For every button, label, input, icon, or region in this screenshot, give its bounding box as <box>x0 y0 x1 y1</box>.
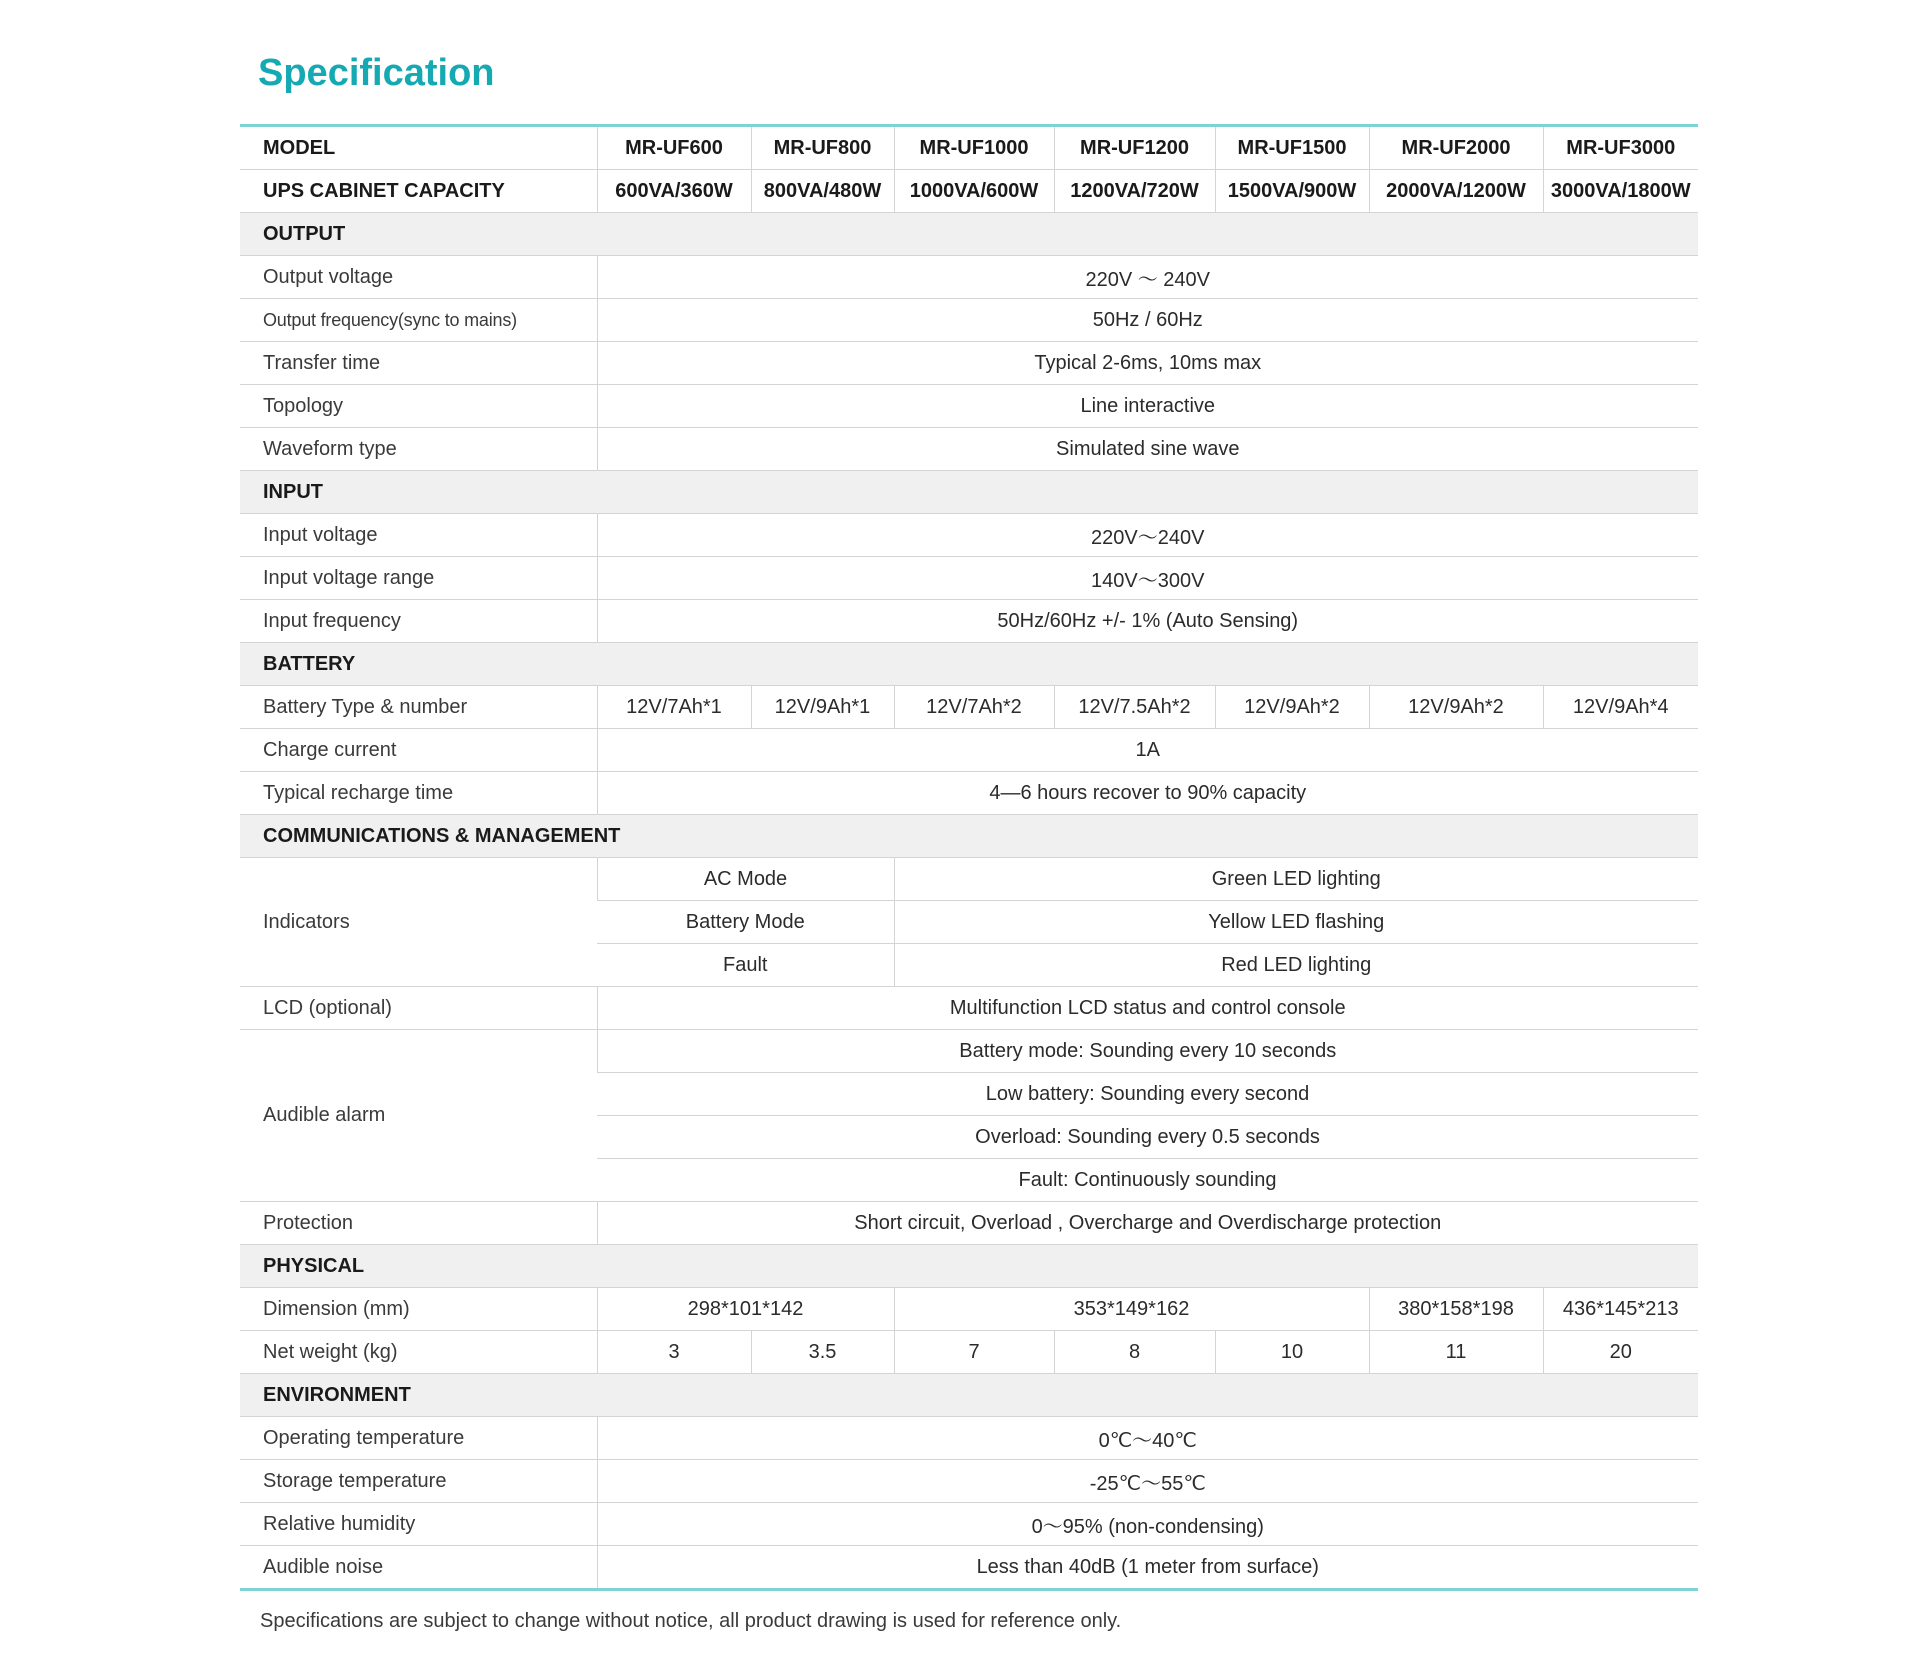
row-label: Storage temperature <box>240 1460 597 1503</box>
dimension-cell: 436*145*213 <box>1543 1288 1698 1331</box>
footnote: Specifications are subject to change without notice, all product drawing is used for reference only. <box>260 1610 1122 1632</box>
row-label: Waveform type <box>240 428 597 471</box>
battery-cell: 12V/9Ah*2 <box>1215 686 1369 729</box>
model-cell: MR-UF1000 <box>894 126 1054 170</box>
spec-row <box>240 1546 1698 1590</box>
row-label: Audible noise <box>240 1546 597 1590</box>
row-value: 50Hz / 60Hz <box>597 299 1698 342</box>
section-physical <box>240 1245 1698 1288</box>
section-title: COMMUNICATIONS & MANAGEMENT <box>240 815 1698 858</box>
row-value: 220V～240V <box>597 514 1698 557</box>
section-title: ENVIRONMENT <box>240 1374 1698 1417</box>
spec-row <box>240 1331 1698 1374</box>
capacity-cell: 600VA/360W <box>597 170 751 213</box>
dimension-cell: 298*101*142 <box>597 1288 894 1331</box>
row-label: Net weight (kg) <box>240 1331 597 1374</box>
battery-cell: 12V/9Ah*2 <box>1369 686 1543 729</box>
alarm-value: Battery mode: Sounding every 10 seconds <box>597 1030 1698 1073</box>
row-label: Operating temperature <box>240 1417 597 1460</box>
section-output <box>240 213 1698 256</box>
model-cell: MR-UF1500 <box>1215 126 1369 170</box>
row-label: LCD (optional) <box>240 987 597 1030</box>
section-environment <box>240 1374 1698 1417</box>
weight-cell: 10 <box>1215 1331 1369 1374</box>
row-label: Charge current <box>240 729 597 772</box>
row-label: Transfer time <box>240 342 597 385</box>
battery-cell: 12V/9Ah*1 <box>751 686 894 729</box>
spec-row <box>240 987 1698 1030</box>
row-label: Input frequency <box>240 600 597 643</box>
spec-row <box>240 600 1698 643</box>
capacity-cell: 1200VA/720W <box>1054 170 1215 213</box>
row-value: -25℃～55℃ <box>597 1460 1698 1503</box>
section-title: BATTERY <box>240 643 1698 686</box>
row-label: Dimension (mm) <box>240 1288 597 1331</box>
section-title: OUTPUT <box>240 213 1698 256</box>
section-communications <box>240 815 1698 858</box>
row-label: Output voltage <box>240 256 597 299</box>
section-title: INPUT <box>240 471 1698 514</box>
indicator-value: Red LED lighting <box>894 944 1698 987</box>
spec-row <box>240 514 1698 557</box>
row-value: 140V～300V <box>597 557 1698 600</box>
section-battery <box>240 643 1698 686</box>
row-value: Multifunction LCD status and control console <box>597 987 1698 1030</box>
row-label: Input voltage range <box>240 557 597 600</box>
model-cell: MR-UF3000 <box>1543 126 1698 170</box>
capacity-cell: 3000VA/1800W <box>1543 170 1698 213</box>
model-cell: MR-UF800 <box>751 126 894 170</box>
capacity-cell: 1500VA/900W <box>1215 170 1369 213</box>
alarm-value: Low battery: Sounding every second <box>597 1073 1698 1116</box>
alarm-value: Fault: Continuously sounding <box>597 1159 1698 1202</box>
row-value: 50Hz/60Hz +/- 1% (Auto Sensing) <box>597 600 1698 643</box>
spec-row <box>240 1460 1698 1503</box>
alarm-value: Overload: Sounding every 0.5 seconds <box>597 1116 1698 1159</box>
spec-row <box>240 772 1698 815</box>
spec-row <box>240 686 1698 729</box>
capacity-cell: 2000VA/1200W <box>1369 170 1543 213</box>
spec-row <box>240 1202 1698 1245</box>
capacity-row <box>240 170 1698 213</box>
specification-table <box>240 124 1698 1591</box>
dimension-cell: 353*149*162 <box>894 1288 1369 1331</box>
battery-cell: 12V/7Ah*2 <box>894 686 1054 729</box>
row-label: Battery Type & number <box>240 686 597 729</box>
dimension-cell: 380*158*198 <box>1369 1288 1543 1331</box>
row-label: Relative humidity <box>240 1503 597 1546</box>
weight-cell: 7 <box>894 1331 1054 1374</box>
row-label: Typical recharge time <box>240 772 597 815</box>
spec-row <box>240 858 1698 901</box>
row-value: 220V ～ 240V <box>597 256 1698 299</box>
capacity-label: UPS CABINET CAPACITY <box>240 170 597 213</box>
weight-cell: 11 <box>1369 1331 1543 1374</box>
indicator-mode: AC Mode <box>597 858 894 901</box>
battery-cell: 12V/9Ah*4 <box>1543 686 1698 729</box>
row-label: Audible alarm <box>240 1030 597 1202</box>
row-value: Line interactive <box>597 385 1698 428</box>
row-value: Less than 40dB (1 meter from surface) <box>597 1546 1698 1590</box>
row-label: Input voltage <box>240 514 597 557</box>
row-value: Short circuit, Overload , Overcharge and Overdischarge protection <box>597 1202 1698 1245</box>
battery-cell: 12V/7Ah*1 <box>597 686 751 729</box>
model-cell: MR-UF1200 <box>1054 126 1215 170</box>
row-value: Typical 2-6ms, 10ms max <box>597 342 1698 385</box>
spec-row <box>240 342 1698 385</box>
spec-row <box>240 557 1698 600</box>
indicator-mode: Battery Mode <box>597 901 894 944</box>
capacity-cell: 800VA/480W <box>751 170 894 213</box>
indicator-value: Green LED lighting <box>894 858 1698 901</box>
capacity-cell: 1000VA/600W <box>894 170 1054 213</box>
row-label: Topology <box>240 385 597 428</box>
page-title: Specification <box>258 52 495 94</box>
row-value: 1A <box>597 729 1698 772</box>
spec-row <box>240 1503 1698 1546</box>
row-value: 0～95% (non-condensing) <box>597 1503 1698 1546</box>
spec-row <box>240 385 1698 428</box>
spec-row <box>240 428 1698 471</box>
indicator-value: Yellow LED flashing <box>894 901 1698 944</box>
model-cell: MR-UF2000 <box>1369 126 1543 170</box>
row-label: Protection <box>240 1202 597 1245</box>
section-title: PHYSICAL <box>240 1245 1698 1288</box>
weight-cell: 8 <box>1054 1331 1215 1374</box>
spec-row <box>240 729 1698 772</box>
row-value: Simulated sine wave <box>597 428 1698 471</box>
indicator-mode: Fault <box>597 944 894 987</box>
model-label: MODEL <box>263 136 336 159</box>
model-cell: MR-UF600 <box>597 126 751 170</box>
row-label: Output frequency(sync to mains) <box>240 299 597 342</box>
row-value: 4—6 hours recover to 90% capacity <box>597 772 1698 815</box>
weight-cell: 20 <box>1543 1331 1698 1374</box>
battery-cell: 12V/7.5Ah*2 <box>1054 686 1215 729</box>
row-label: Indicators <box>240 858 597 987</box>
spec-row <box>240 299 1698 342</box>
spec-row <box>240 1417 1698 1460</box>
weight-cell: 3 <box>597 1331 751 1374</box>
spec-row <box>240 1288 1698 1331</box>
section-input <box>240 471 1698 514</box>
spec-row <box>240 256 1698 299</box>
row-value: 0℃～40℃ <box>597 1417 1698 1460</box>
model-row <box>240 126 1698 170</box>
spec-row <box>240 1030 1698 1073</box>
weight-cell: 3.5 <box>751 1331 894 1374</box>
